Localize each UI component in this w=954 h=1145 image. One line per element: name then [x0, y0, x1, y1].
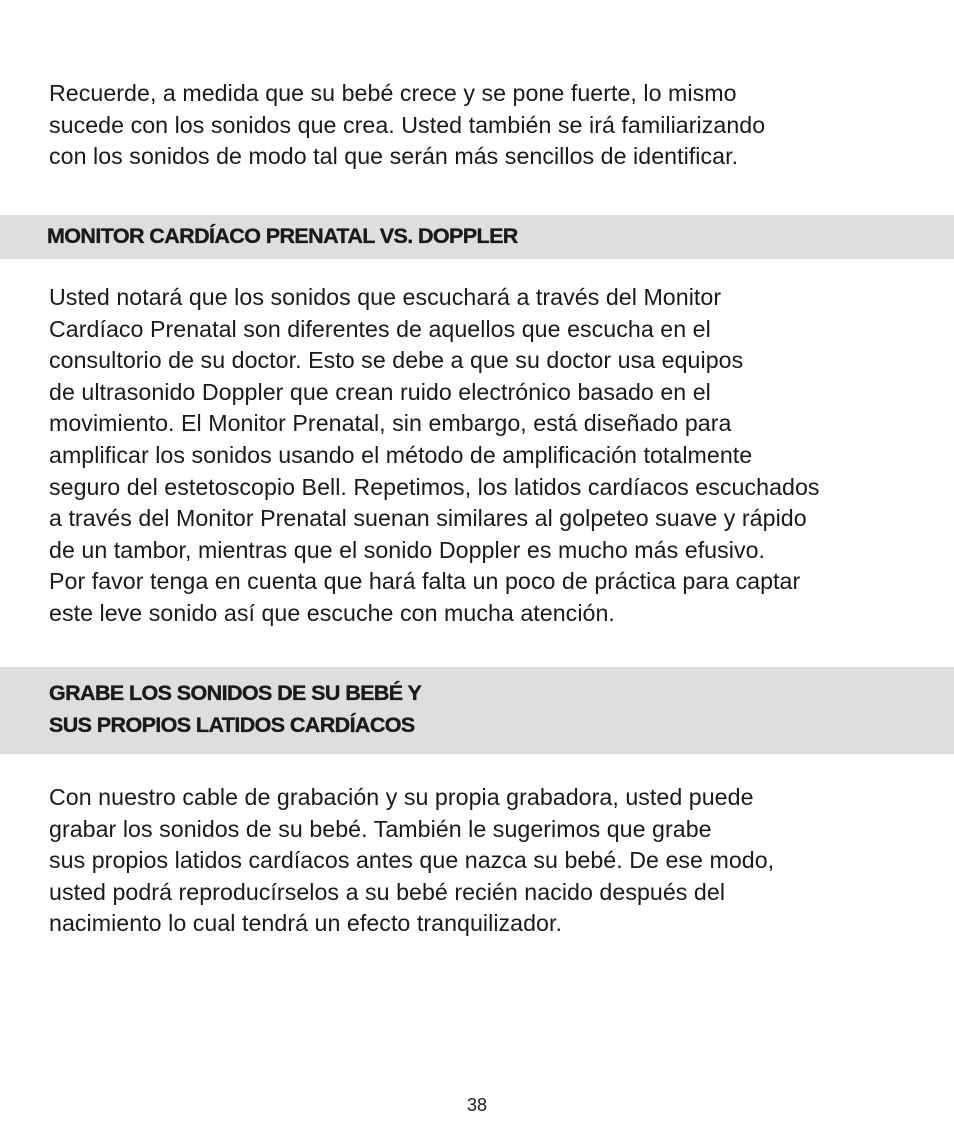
text-line: Usted notará que los sonidos que escuchará a través del Monitor — [49, 284, 722, 310]
text-line: nacimiento lo cual tendrá un efecto tranquilizador. — [49, 910, 562, 937]
intro-paragraph — [49, 78, 929, 173]
page-number: 38 — [466, 1095, 488, 1115]
text-line: amplificar los sonidos usando el método de amplificación totalmente — [49, 441, 753, 468]
text-line: este leve sonido así que escuche con mucha atención. — [49, 599, 615, 626]
text-line: a través del Monitor Prenatal suenan similares al golpeteo suave y rápido — [49, 505, 807, 532]
heading-line: GRABE LOS SONIDOS DE SU BEBÉ Y — [49, 681, 422, 705]
text-line: Cardíaco Prenatal son diferentes de aquellos que escucha en el — [49, 315, 711, 342]
text-line: Recuerde, a medida que su bebé crece y se pone fuerte, lo mismo — [49, 80, 737, 106]
text-line: Por favor tenga en cuenta que hará falta un poco de práctica para captar — [49, 568, 801, 595]
section-heading-band-monitor-vs-doppler — [0, 215, 954, 259]
heading-line: SUS PROPIOS LATIDOS CARDÍACOS — [49, 712, 415, 737]
text-line: grabar los sonidos de su bebé. También le sugerimos que grabe — [49, 815, 712, 842]
text-line: usted podrá reproducírselos a su bebé recién nacido después del — [49, 878, 726, 905]
record-sounds-paragraph — [49, 782, 929, 940]
text-line: sus propios latidos cardíacos antes que nazca su bebé. De ese modo, — [49, 847, 775, 874]
monitor-vs-doppler-paragraph — [49, 282, 929, 630]
section-heading-band-record-sounds — [0, 667, 954, 754]
heading-line: MONITOR CARDÍACO PRENATAL VS. DOPPLER — [47, 224, 518, 248]
section-heading-monitor-vs-doppler — [47, 221, 518, 253]
text-line: de ultrasonido Doppler que crean ruido electrónico basado en el — [49, 378, 711, 405]
text-line: de un tambor, mientras que el sonido Doppler es mucho más efusivo. — [49, 536, 766, 563]
text-line: movimiento. El Monitor Prenatal, sin embargo, está diseñado para — [49, 410, 732, 437]
text-line: seguro del estetoscopio Bell. Repetimos, los latidos cardíacos escuchados — [49, 473, 820, 500]
text-line: Con nuestro cable de grabación y su propia grabadora, usted puede — [49, 784, 754, 810]
text-line: sucede con los sonidos que crea. Usted también se irá familiarizando — [49, 111, 766, 138]
section-heading-record-sounds — [49, 678, 421, 741]
text-line: consultorio de su doctor. Esto se debe a que su doctor usa equipos — [49, 347, 744, 374]
text-line: con los sonidos de modo tal que serán más sencillos de identificar. — [49, 143, 739, 170]
